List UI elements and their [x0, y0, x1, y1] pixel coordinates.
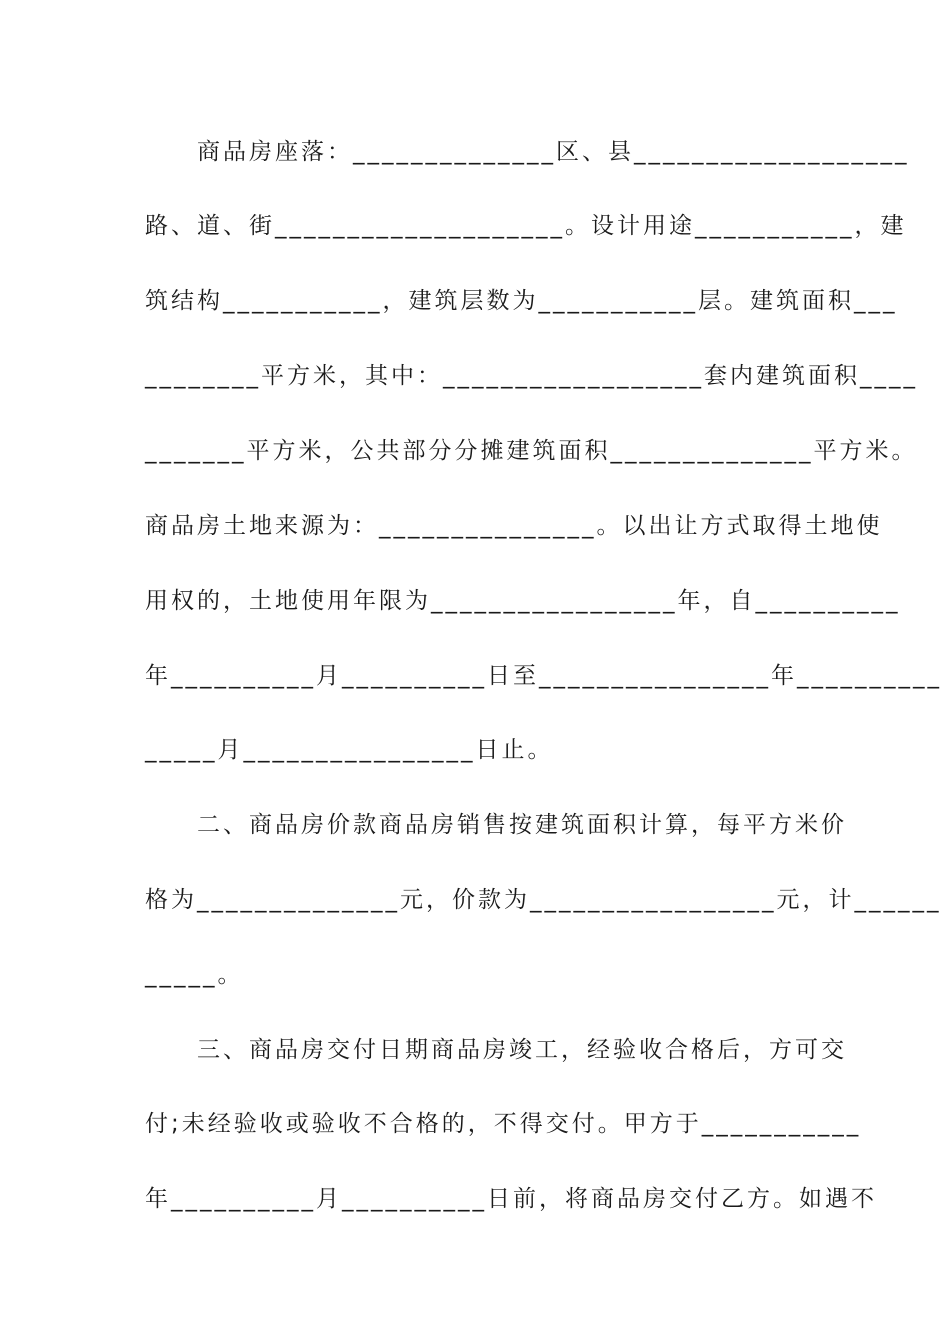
- text-line: 用权的，土地使用年限为_________________年，自__________: [145, 588, 901, 614]
- text-line: 年__________月__________日前，将商品房交付乙方。如遇不: [145, 1186, 877, 1212]
- text-line: 付;未经验收或验收不合格的，不得交付。甲方于___________: [145, 1111, 862, 1137]
- text-line: _____。: [145, 962, 244, 988]
- text-line: 路、道、街____________________。设计用途___________，建: [145, 213, 907, 239]
- text-line: 商品房土地来源为：_______________。以出让方式取得土地使: [145, 513, 883, 539]
- text-line: 二、商品房价款商品房销售按建筑面积计算，每平方米价: [197, 812, 847, 838]
- text-line: ________平方米，其中：__________________套内建筑面积____: [145, 363, 918, 389]
- text-line: 筑结构___________，建筑层数为___________层。建筑面积___: [145, 288, 898, 314]
- text-line: _______平方米，公共部分分摊建筑面积______________平方米。: [145, 438, 918, 464]
- text-line: _____月________________日止。: [145, 737, 554, 763]
- text-line: 商品房座落：______________区、县___________________: [197, 139, 910, 165]
- text-line: 格为______________元，价款为_________________元，计______: [145, 887, 942, 913]
- text-line: 年__________月__________日至________________年__________: [145, 663, 942, 689]
- text-line: 三、商品房交付日期商品房竣工，经验收合格后，方可交: [197, 1037, 847, 1063]
